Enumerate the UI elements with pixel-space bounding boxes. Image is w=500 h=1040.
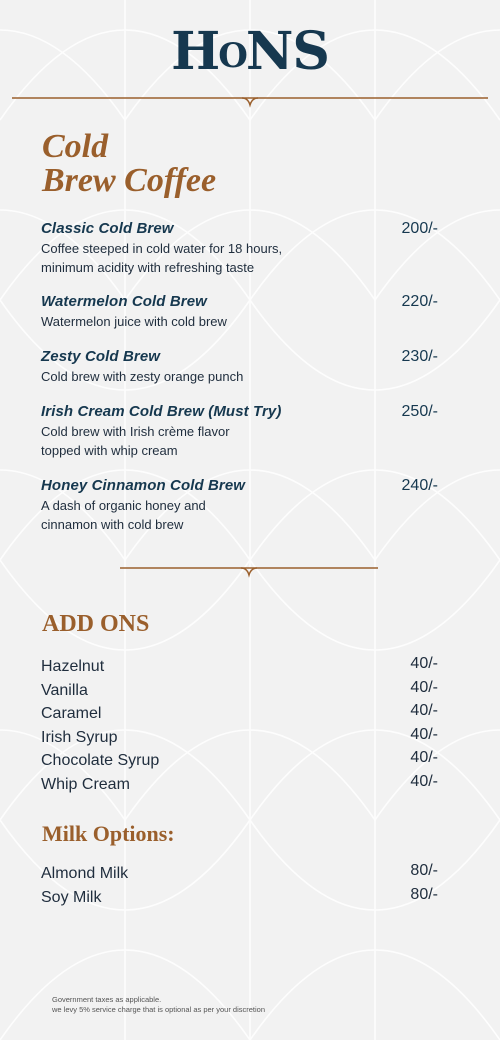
- item-desc-line: minimum acidity with refreshing taste: [41, 260, 255, 275]
- item-name: Zesty Cold Brew: [41, 348, 161, 365]
- item-description: [41, 312, 441, 331]
- logo-letter-h: H: [171, 21, 220, 82]
- item-name: Watermelon Cold Brew: [41, 293, 207, 310]
- item-desc-line: topped with whip cream: [41, 443, 178, 458]
- menu-item-classic-cold-brew: [41, 219, 441, 277]
- list-item-name: Whip Cream: [41, 775, 130, 793]
- list-item-price: 80/-: [410, 862, 438, 879]
- list-item-price: 40/-: [410, 725, 438, 743]
- item-price: 230/-: [401, 348, 438, 365]
- logo-letters-ns: NS: [245, 21, 329, 82]
- item-name: Irish Cream Cold Brew (Must Try): [41, 403, 282, 420]
- list-item: [41, 774, 438, 798]
- list-item: [41, 727, 438, 751]
- list-item-price: 40/-: [410, 772, 438, 790]
- footnote-line: we levy 5% service charge that is optional as per your discretion: [52, 1004, 266, 1014]
- list-item: [41, 863, 438, 887]
- tax-footnote: [52, 995, 265, 1014]
- milk-options-title: Milk Options:: [42, 821, 175, 846]
- menu-item-honey-cinnamon-cold-brew: [41, 476, 441, 534]
- item-name: Classic Cold Brew: [41, 220, 174, 237]
- list-item-name: Hazelnut: [41, 658, 105, 675]
- milk-options-list: [41, 863, 438, 910]
- item-description: [41, 422, 441, 460]
- item-price: 200/-: [401, 220, 438, 237]
- list-item-name: Irish Syrup: [41, 728, 118, 746]
- item-price: 240/-: [401, 477, 438, 494]
- add-ons-list: [41, 656, 438, 797]
- add-ons-title: ADD ONS: [42, 611, 150, 637]
- middle-divider: [120, 563, 378, 581]
- list-item: [41, 680, 438, 704]
- item-price: 220/-: [401, 293, 438, 310]
- logo-letter-o: O: [218, 36, 247, 76]
- item-description: [41, 496, 441, 534]
- item-desc-line: A dash of organic honey and: [41, 498, 206, 513]
- list-item-name: Caramel: [41, 705, 102, 722]
- list-item-price: 40/-: [410, 702, 438, 719]
- list-item: [41, 656, 438, 680]
- menu-item-watermelon-cold-brew: [41, 292, 441, 331]
- cold-brew-title-line1: Cold: [42, 128, 109, 165]
- menu-item-zesty-cold-brew: [41, 347, 441, 386]
- list-item-price: 40/-: [410, 655, 438, 672]
- item-desc-line: Cold brew with zesty orange punch: [41, 369, 244, 384]
- item-description: [41, 239, 441, 277]
- cold-brew-title-line2: Brew Coffee: [42, 162, 217, 199]
- footnote-line: Government taxes as applicable.: [52, 995, 162, 1004]
- brand-logo: [0, 22, 500, 86]
- list-item: [41, 750, 438, 774]
- item-price: 250/-: [401, 403, 438, 420]
- top-divider: [12, 92, 488, 112]
- list-item-price: 80/-: [410, 885, 438, 903]
- item-desc-line: cinnamon with cold brew: [41, 517, 184, 532]
- item-desc-line: Cold brew with Irish crème flavor: [41, 424, 230, 439]
- item-name: Honey Cinnamon Cold Brew: [41, 477, 246, 494]
- list-item-price: 40/-: [410, 678, 438, 696]
- list-item-name: Chocolate Syrup: [41, 752, 160, 769]
- menu-item-irish-cream-cold-brew: [41, 402, 441, 460]
- cold-brew-title: [42, 130, 216, 198]
- item-description: [41, 367, 441, 386]
- list-item-name: Almond Milk: [41, 865, 129, 882]
- item-desc-line: Coffee steeped in cold water for 18 hours,: [41, 241, 283, 256]
- list-item: [41, 887, 438, 911]
- list-item-name: Vanilla: [41, 681, 88, 699]
- list-item: [41, 703, 438, 727]
- item-desc-line: Watermelon juice with cold brew: [41, 314, 227, 329]
- list-item-name: Soy Milk: [41, 888, 102, 906]
- list-item-price: 40/-: [410, 749, 438, 766]
